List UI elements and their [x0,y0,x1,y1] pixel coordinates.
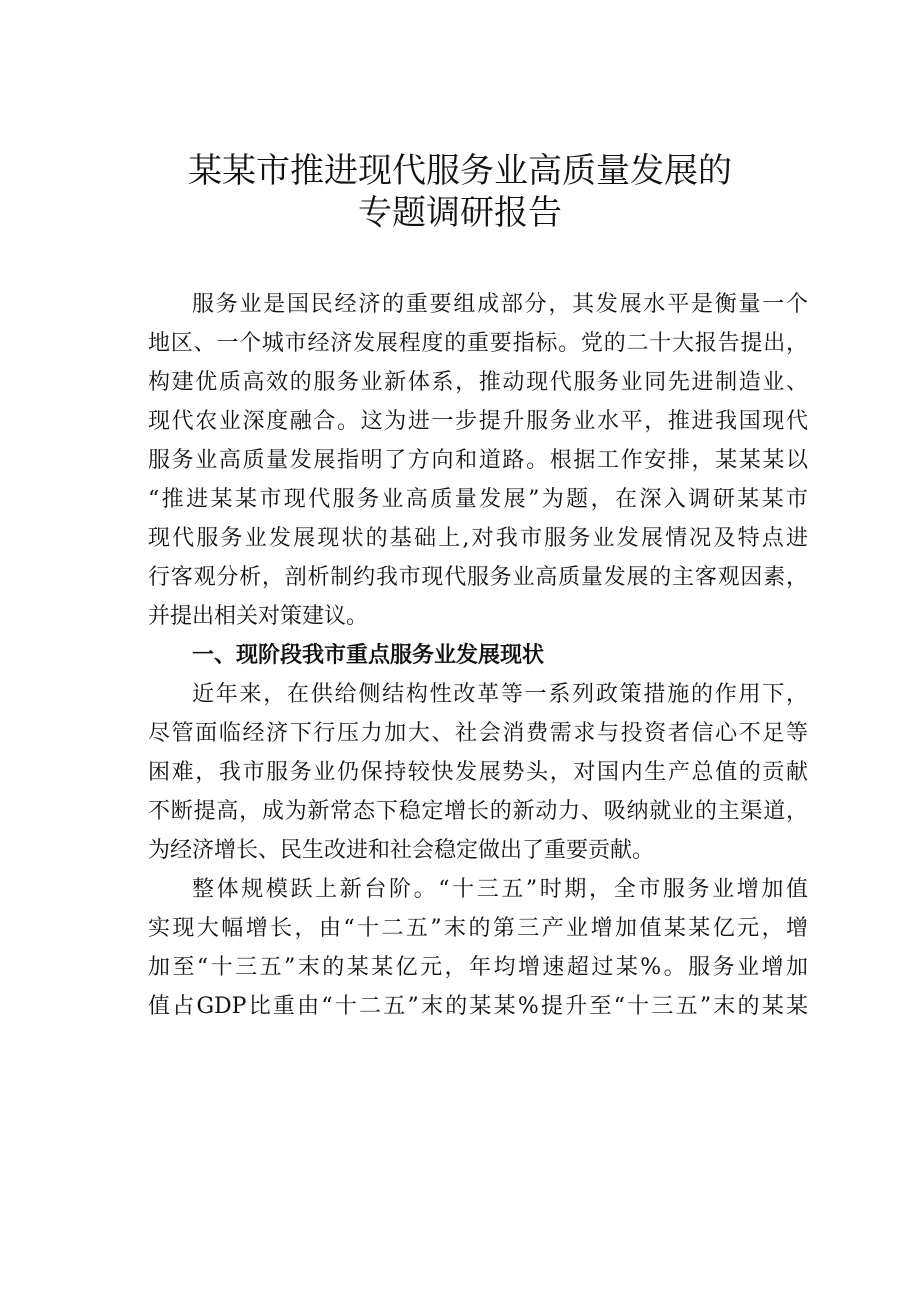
paragraph-intro [148,285,808,636]
paragraph-overview [148,675,808,870]
paragraph-line: 行客观分析，剖析制约我市现代服务业高质量发展的主客观因素， [148,565,808,590]
paragraph-line: 并提出相关对策建议。 [148,604,369,629]
document-title [0,150,920,234]
paragraph-line: 实现大幅增长，由“十二五”末的第三产业增加值某某亿元，增 [148,916,808,941]
section-heading: 一、现阶段我市重点服务业发展现状 [192,643,545,668]
title-line: 专题调研报告 [358,193,562,233]
paragraph-line: 加至“十三五”末的某某亿元，年均增速超过某%。服务业增加 [148,955,808,980]
paragraph-line: 服务业高质量发展指明了方向和道路。根据工作安排，某某某以 [148,448,808,473]
paragraph-line: 地区、一个城市经济发展程度的重要指标。党的二十大报告提出， [148,331,808,356]
document-body [148,285,808,1026]
paragraph-line: 尽管面临经济下行压力加大、社会消费需求与投资者信心不足等 [148,721,808,746]
paragraph-line: 整体规模跃上新台阶。“十三五”时期，全市服务业增加值 [192,877,808,902]
paragraph-line: 近年来，在供给侧结构性改革等一系列政策措施的作用下， [192,682,808,707]
paragraph-line: 不断提高，成为新常态下稳定增长的新动力、吸纳就业的主渠道， [148,799,808,824]
title-line: 某某市推进现代服务业高质量发展的 [188,151,732,191]
paragraph-line: 为经济增长、民生改进和社会稳定做出了重要贡献。 [148,838,655,863]
paragraph-line: 服务业是国民经济的重要组成部分，其发展水平是衡量一个 [192,292,808,317]
paragraph-line: “推进某某市现代服务业高质量发展”为题，在深入调研某某市 [148,487,808,512]
paragraph-line: 困难，我市服务业仍保持较快发展势头，对国内生产总值的贡献 [148,760,808,785]
paragraph-line: 现代农业深度融合。这为进一步提升服务业水平，推进我国现代 [148,409,808,434]
paragraph-scale [148,870,808,1026]
paragraph-line: 现代服务业发展现状的基础上,对我市服务业发展情况及特点进 [148,526,808,551]
paragraph-line: 构建优质高效的服务业新体系，推动现代服务业同先进制造业、 [148,370,808,395]
paragraph-line: 值占GDP比重由“十二五”末的某某%提升至“十三五”末的某某 [148,994,808,1019]
